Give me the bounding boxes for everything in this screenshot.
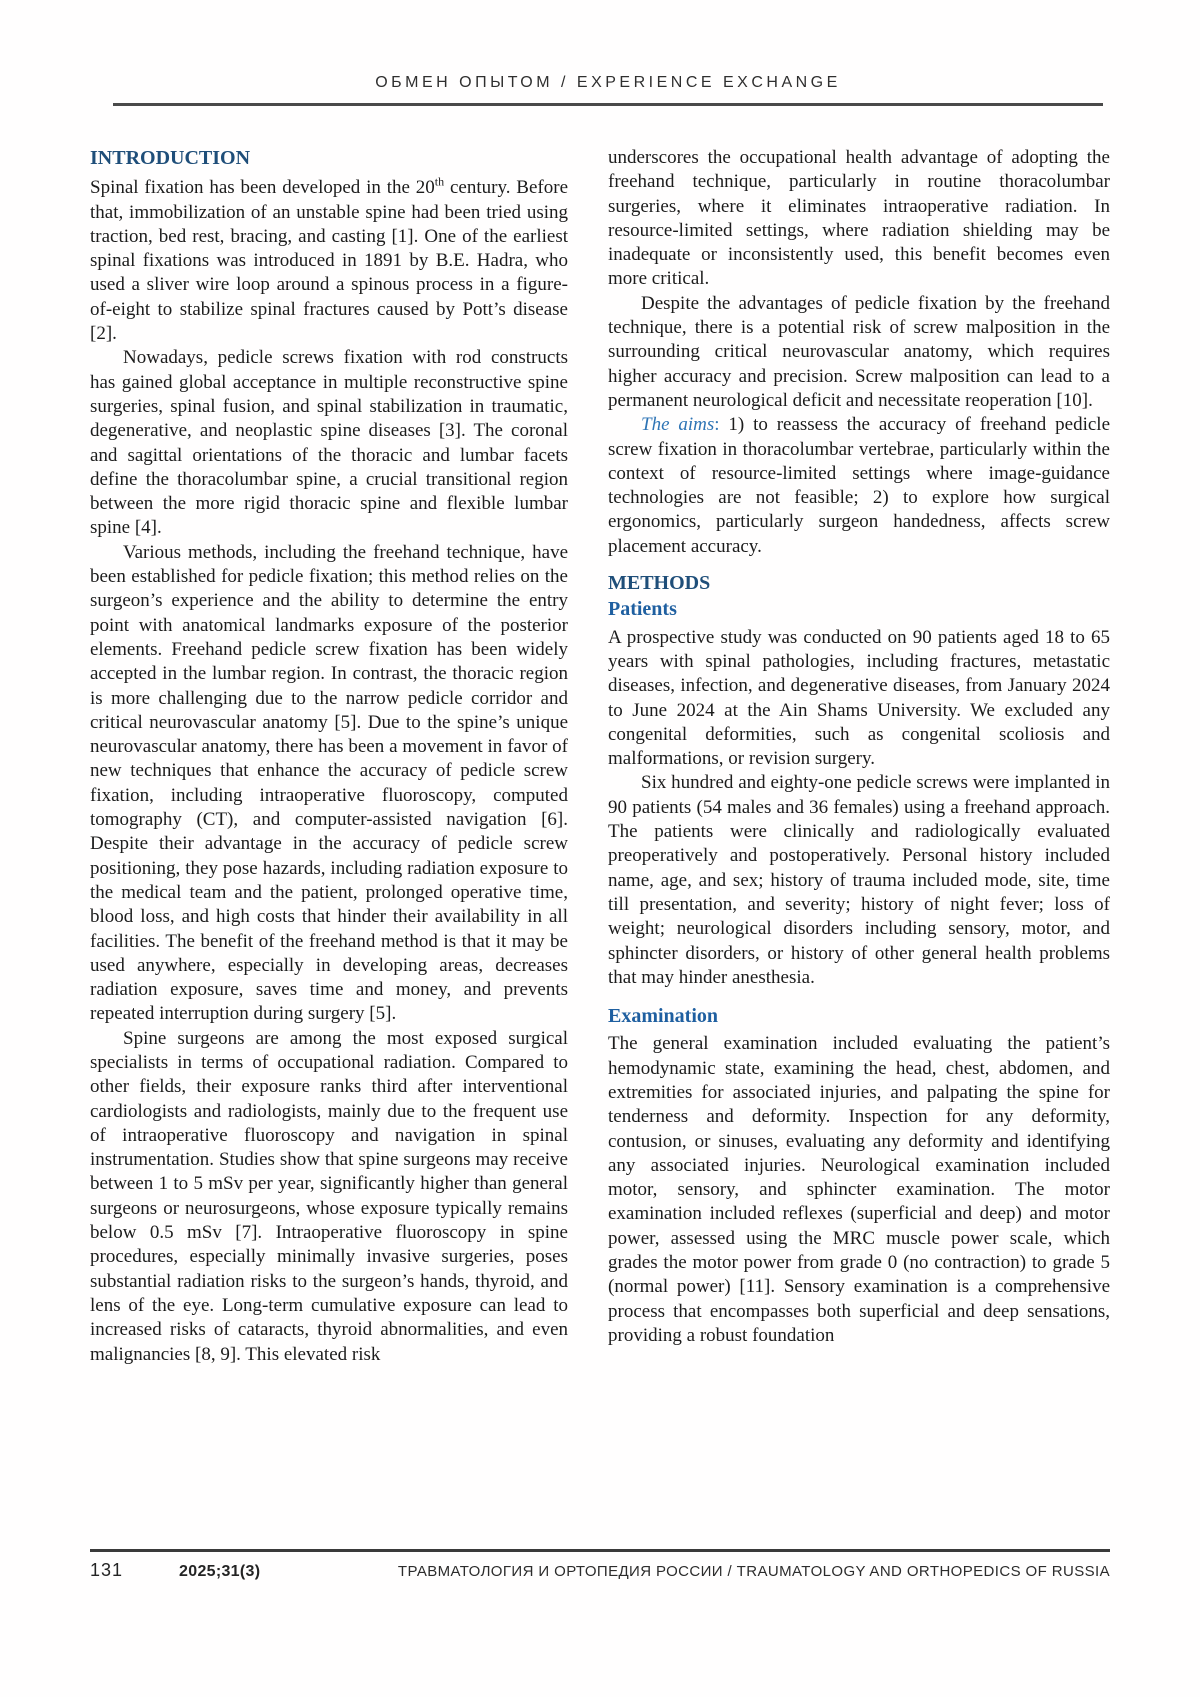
methods-heading: METHODS (608, 572, 711, 595)
superscript-th: th (434, 174, 445, 189)
header-rule (113, 103, 1103, 106)
aims-text: 1) to reassess the accuracy of freehand pedicle screw fixation in thoracolumbar vertebrae, particularly within the context of resource-limited settings where image-guidance technologies are not feasible; 2) to explore how surgical ergonomics, particularly surgeon handedness, affects screw placement accuracy. (608, 414, 1110, 557)
paragraph-intro-4: Spine surgeons are among the most exposed surgical specialists in terms of occupational radiation. Compared to other fields, their exposure ranks third after interventional cardiologists and radiologists, mainly due to the frequent use of intraoperative fluoroscopy and navigation in spinal instrumentation. Studies show that spine surgeons may receive between 1 to 5 mSv per year, significantly higher than general surgeons or neurosurgeons, whose exposure typically remains below 0.5 mSv [7]. Intraoperative fluoroscopy in spine procedures, especially minimally invasive surgeries, poses substantial radiation risks to the surgeon’s hands, thyroid, and lens of the eye. Long-term cumulative exposure can lead to increased risks of cataracts, thyroid abnormalities, and even malignancies [8, 9]. This elevated risk (90, 1027, 568, 1365)
patients-heading: Patients (608, 598, 677, 621)
intro-p1-text-b: century. Before that, immobilization of an unstable spine had been tried using traction, bed rest, bracing, and casting [1]. One of the earliest spinal fixations was introduced in 1891 by B.E. Hadra, who used a sliver wire loop around a spinous process in a figure-of-eight to stabilize spinal fractures caused by Pott’s disease [2]. (90, 177, 568, 345)
paragraph-patients-2: Six hundred and eighty-one pedicle screws were implanted in 90 patients (54 males and 36 females) using a freehand approach. The patients were clinically and radiologically evaluated preoperatively and postoperatively. Personal history included name, age, and sex; history of trauma included mode, site, time till presentation, and severity; history of night fever; loss of weight; neurological disorders including sensory, motor, and sphincter disorders, or history of other general health problems that may hinder anesthesia. (608, 772, 1110, 988)
running-title: ОБМЕН ОПЫТОМ / EXPERIENCE EXCHANGE (375, 74, 841, 91)
page-number: 131 (90, 1560, 124, 1580)
article-body (90, 146, 1110, 1544)
introduction-heading: INTRODUCTION (90, 147, 251, 169)
examination-heading: Examination (608, 1005, 719, 1028)
footer-rule (90, 1549, 1110, 1552)
paragraph-patients-1: A prospective study was conducted on 90 patients aged 18 to 65 years with spinal pathologies, including fractures, metastatic diseases, infection, and degenerative diseases, from January 2024 to June 2024 at the Ain Shams University. We excluded any congenital deformities, such as congenital scoliosis and malformations, or revision surgery. (608, 626, 1110, 770)
paragraph-intro-6: Despite the advantages of pedicle fixation by the freehand technique, there is a potential risk of screw malposition in the surrounding critical neurovascular anatomy, which requires higher accuracy and precision. Screw malposition can lead to a permanent neurological deficit and necessitate reoperation [10]. (608, 292, 1110, 411)
paragraph-intro-5: underscores the occupational health advantage of adopting the freehand technique, particularly in routine thoracolumbar surgeries, where it eliminates intraoperative radiation. In resource-limited settings, where radiation shielding may be inadequate or inconsistently used, this benefit becomes even more critical. (608, 147, 1110, 290)
left-column (90, 146, 568, 1544)
issue-info: 2025;31(3) (179, 1563, 261, 1580)
paragraph-aims (608, 413, 1110, 559)
paragraph-intro-1 (90, 176, 568, 346)
paragraph-intro-3: Various methods, including the freehand technique, have been established for pedicle fixation; this method relies on the surgeon’s experience and the ability to determine the entry point with anatomical landmarks exposure of the posterior elements. Freehand pedicle screw fixation has been widely accepted in the lumbar region. In contrast, the thoracic region is more challenging due to the narrow pedicle corridor and critical neurovascular anatomy [5]. Due to the spine’s unique neurovascular anatomy, there has been a movement in favor of new techniques that enhance the accuracy of pedicle screw fixation, including intraoperative fluoroscopy, computed tomography (CT), and computer-assisted navigation [6]. Despite their advantage in the accuracy of pedicle screw positioning, they pose hazards, including radiation exposure to the medical team and the patient, prolonged operative time, blood loss, and high costs that hinder their availability in all facilities. The benefit of the freehand method is that it may be used anywhere, especially in developing areas, decreases radiation exposure, saves time and money, and prevents repeated interruption during surgery [5]. (90, 541, 568, 1025)
intro-p1-text-a: Spinal fixation has been developed in the 20 (90, 177, 435, 199)
page-footer (90, 1560, 1110, 1581)
aims-colon: : (714, 414, 729, 436)
right-column (608, 146, 1110, 1544)
journal-title: ТРАВМАТОЛОГИЯ И ОРТОПЕДИЯ РОССИИ / TRAUMATOLOGY AND ORTHOPEDICS OF RUSSIA (397, 1563, 1110, 1580)
paragraph-intro-2: Nowadays, pedicle screws fixation with rod constructs has gained global acceptance in multiple reconstructive spine surgeries, spinal fusion, and spinal stabilization in traumatic, degenerative, and neoplastic spine diseases [3]. The coronal and sagittal orientations of the thoracic and lumbar facets define the thoracolumbar spine, a crucial transitional region between the more rigid thoracic spine and flexible lumbar spine [4]. (90, 347, 568, 539)
paragraph-examination-1: The general examination included evaluating the patient’s hemodynamic state, examining the head, chest, abdomen, and extremities for associated injuries, and palpating the spine for tenderness and deformity. Inspection for any deformity, contusion, or sinuses, evaluating any deformity and identifying any associated injuries. Neurological examination included motor, sensory, and sphincter examination. The motor examination included reflexes (superficial and deep) and motor power, assessed using the MRC muscle power scale, which grades the motor power from grade 0 (no contraction) to grade 5 (normal power) [11]. Sensory examination is a comprehensive process that encompasses both superficial and deep sensations, providing a robust foundation (608, 1033, 1110, 1346)
aims-label: The aims (641, 414, 715, 436)
